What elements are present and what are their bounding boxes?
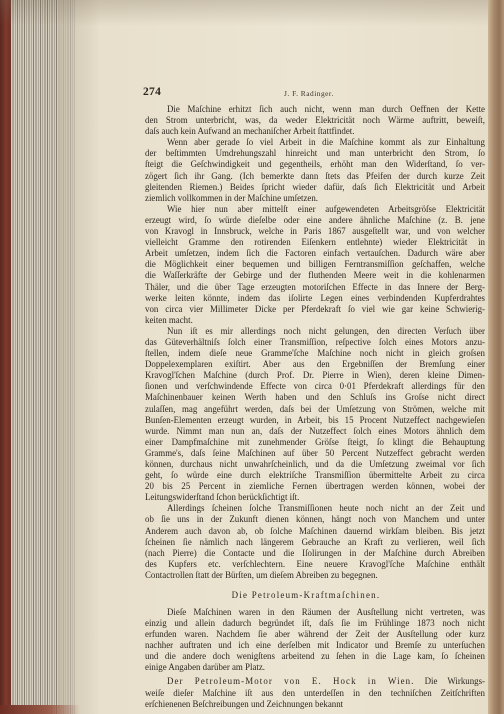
text-line: gleitenden Riemen.) Beides ſpricht wieder dafür, daſs ſich Elektricität und Arbeit (145, 181, 485, 192)
text-line: 20 bis 25 Percent in ziemliche Fernen übertragen werden können, wobei der (145, 481, 485, 492)
text-line: ſionen und verſchwindende Effecte von circa 0·01 Pferdekraft allerdings für den (145, 381, 485, 392)
text-line: Nun iſt es mir allerdings noch nicht gelungen, den directen Verſuch über (167, 325, 485, 336)
text-line: ob ſie uns in der Zukunft dienen können, hängt noch von Manchem und unter (145, 514, 485, 525)
right-page-edge (488, 0, 504, 714)
text-line: Maſchinenbauer keinen Werth haben und den Schluſs ins Groſse nicht direct (145, 392, 485, 403)
text-line: geht, ſo würde eine durch elektriſche Transmiſſion übermittelte Arbeit zu circa (145, 470, 485, 481)
text-line: ſteigt die Geſchwindigkeit und gegentheils, erhöht man den Widerſtand, ſo ver- (145, 159, 485, 170)
section-heading: Die Petroleum-Kraftmaſchinen. (231, 590, 381, 601)
paragraph (145, 104, 485, 137)
text-line: Bunſen-Elementen erzeugt wurden, in Arbeit, bis 15 Procent Nutzeffect nachgewieſen (145, 414, 485, 425)
text-line: nachher auftraten und ich eine derſelben mit Indicator und Bremſe zu unterſuchen (145, 639, 485, 650)
text-line: vielleicht Gramme den rotirenden Eiſenkern entlehnte) wieder Elektricität in (145, 237, 485, 248)
text-line: von circa vier Millimeter Dicke per Pferdekraft ſo viel wie gar keine Schwierig- (145, 303, 485, 314)
text-line: die Möglichkeit einer bequemen und billigen Ferntransmiſſion geſchaffen, welche (145, 259, 485, 270)
text-line: weiſe dieſer Maſchine iſt aus den unterdeſſen in den techniſchen Zeitſchriften (145, 687, 485, 698)
text-line: erſchienenen Beſchreibungen und Zeichnungen bekannt (145, 698, 344, 709)
text-line: erfunden waren. Nachdem ſie aber während der Zeit der Ausſtellung oder kurz (145, 628, 485, 639)
text-line: ſtellen, indem dieſe neue Gramme'ſche Maſchine noch nicht in gleich groſsen (145, 348, 485, 359)
text-line: (nach Pierre) die Contacte und die Iſolirungen in der Maſchine durch Abreiben (145, 547, 485, 558)
text-line: Thäler, und die über Tage erzeugten motoriſchen Effecte in das Innere der Berg- (145, 281, 485, 292)
paragraph (145, 503, 485, 581)
text-line: Die Maſchine erhitzt ſich auch nicht, wenn man durch Oeffnen der Kette (167, 104, 485, 114)
subsection-title: Der Petroleum-Motor von E. Hock in Wien. (167, 676, 415, 687)
text-line: die Waſſerkräfte der Gebirge und der fluthenden Meere weit in die kohlenarmen (145, 270, 485, 281)
text-line: einzig und allein dadurch begründet iſt, daſs ſie im Frühlinge 1873 noch nicht (145, 617, 485, 628)
cover-edge (0, 705, 80, 714)
subsection-paragraph (145, 676, 485, 709)
text-line: Arbeit umſetzen, indem ſich die Factoren einfach vertauſchen. Dadurch wäre aber (145, 248, 485, 259)
text-line: Gramme's, daſs ſeine Maſchinen auf über 50 Percent Nutzeffect gebracht werden (145, 447, 485, 458)
page-number: 274 (143, 86, 162, 98)
text-column (145, 104, 485, 710)
text-line: keiten macht. (145, 314, 193, 325)
text-line: einer Dampfmaſchine mit zunehmender Gröſse ſteigt, ſo klingt die Behauptung (145, 436, 485, 447)
book-binding (0, 0, 11, 714)
text-line: Dieſe Maſchinen waren in den Räumen der Ausſtellung nicht vertreten, was (167, 606, 485, 617)
text-line: wurde. Nimmt man nun an, daſs der Nutzeffect ſolch eines Motors ähnlich dem (145, 425, 485, 436)
text-line: des Kupfers etc. verſchlechtern. Eine neuere Kravogl'ſche Maſchine enthält (145, 558, 485, 569)
text-line: Contactrollen ſtatt der Bürſten, um dieſem Abreiben zu begegnen. (145, 569, 378, 580)
text-line: einige Angaben darüber am Platz. (145, 662, 266, 673)
text-line: Anderem auch davon ab, ob ſolche Maſchinen dauernd wirkſam bleiben. Bis jetzt (145, 525, 485, 536)
text-line: zulaſſen, mag angeführt werden, daſs bei der Umſetzung von Strömen, welche mit (145, 403, 485, 414)
gutter-shadow (58, 0, 100, 714)
text-line: Doppelexemplaren exiſtirt. Aber aus den Ergebniſſen der Bremſung einer (145, 359, 485, 370)
paragraph (145, 137, 485, 204)
paragraph (145, 326, 485, 504)
text-line: zögert ſich ihr Gang. (Ich bemerkte dann ſtets das Pfeifen der durch kurze Zeit (145, 170, 485, 181)
text-line: das Güteverhältniſs ſolch einer Transmiſſion, reſpective ſolch eines Motors anzu- (145, 336, 485, 347)
text-line: können, durchaus nicht unwahrſcheinlich, und da die Umſetzung zweimal vor ſich (145, 459, 485, 469)
text-line: erzeugt wird, ſo würde dieſelbe oder eine andere ähnliche Maſchine (z. B. jene (145, 214, 485, 225)
text-line: Leitungswiderſtand ſchon berückſichtigt iſt. (145, 492, 300, 503)
paragraph (145, 204, 485, 326)
text-line: den Strom unterbricht, was, da weder Elektricität noch Wärme auftritt, beweiſt, (145, 115, 485, 126)
text-line: Allerdings ſcheinen ſolche Transmiſſionen heute noch nicht an der Zeit und (167, 503, 485, 514)
text-line: werke leiten könnte, indem das iſolirte Legen eines verbindenden Kupferdrahtes (145, 292, 485, 303)
top-shadow (0, 0, 504, 26)
text-line: Kravogl'ſchen Maſchine (durch Prof. Dr. Pierre in Wien), deren kleine Dimen- (145, 370, 485, 381)
running-head: J. F. Radinger. (284, 89, 334, 98)
text-line (145, 676, 485, 687)
text-line: daſs auch kein Aufwand an mechaniſcher Arbeit ſtattfindet. (145, 126, 355, 137)
text-line: von Kravogl in Innsbruck, welche in Paris 1867 ausgeſtellt war, und von welcher (145, 226, 485, 237)
line-text: Die Wirkungs- (424, 676, 485, 687)
text-line: und die andere doch wenigſtens arbeitend zu ſehen in die Lage kam, ſo ſcheinen (145, 651, 485, 661)
paragraph (145, 607, 485, 674)
text-line: Wenn aber gerade ſo viel Arbeit in die Maſchine kommt als zur Einhaltung (167, 137, 485, 148)
text-line: der beſtimmten Umdrehungszahl hinreicht und man unterbricht den Strom, ſo (145, 148, 485, 159)
text-line: Wie hier nun aber mittelſt einer aufgewendeten Arbeitsgröſse Elektricität (167, 203, 485, 214)
text-line: ſcheinen ſie nämlich nach längerem Gebrauche an Kraft zu verlieren, weil ſich (145, 536, 485, 547)
text-line: ziemlich vollkommen in der Maſchine umſetzen. (145, 192, 319, 203)
